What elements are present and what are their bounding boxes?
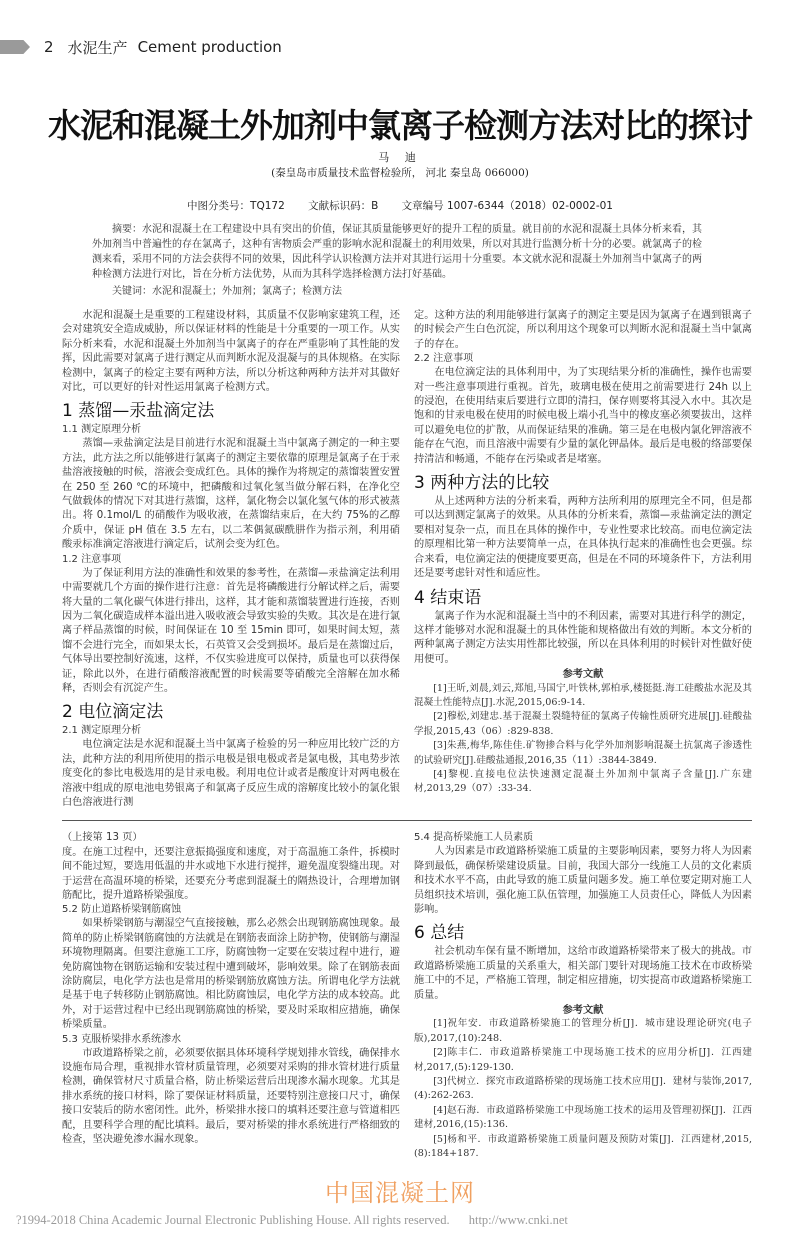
paragraph: 从上述两种方法的分析来看，两种方法所利用的原理完全不同，但是都可以达到测定氯离子的效果。从具体的分析来看，蒸馏—汞盐滴定法的测定要相对复杂一点，而且在具体的操作中，专业性要求比较高。而电位滴定法的原理相比第一种方法要简单一点，在具体执行起来的准确性也会更强。综合来看，电位滴定法的便捷度要更高，但是在不同的环境条件下，方法利用还是要考虑针对性和适应性。 bbox=[414, 496, 752, 580]
article-divider bbox=[62, 820, 752, 821]
subsection-heading: 5.2 防止道路桥梁钢筋腐蚀 bbox=[62, 904, 182, 916]
header-tab-marker bbox=[0, 40, 30, 54]
cnki-link[interactable]: http://www.cnki.net bbox=[468, 1212, 568, 1227]
section-heading: 2 电位滴定法 bbox=[62, 702, 164, 723]
document-code: 文献标识码：B bbox=[308, 200, 379, 212]
reference-item: [2]穆松,刘建忠.基于混凝土裂缝特征的氯离子传输性质研究进展[J].硅酸盐学报,2015,43（06）:829-838. bbox=[414, 711, 752, 737]
abstract: 摘要：水泥和混凝土在工程建设中具有突出的价值，保证其质量能够更好的提升工程的质量。就目前的水泥和混凝土具体分析来看，其外加剂当中普遍性的存在氯离子，这种有害物质会严重的影响水泥和混凝土的利用效果，所以对其进行监测分析十分的必要。就氯离子的检测来看，采用不同的方法会获得不同的效果，因此科学认识检测方法并对其进行运用十分重要。本文就水泥和混凝土外加剂当中氯离子的两种检测方法进行对比，旨在分析方法优势，从而为其科学选择检测方法打好基础。 bbox=[92, 224, 702, 280]
watermark-logo: 中国混凝土网 bbox=[325, 1178, 475, 1207]
section-heading: 3 两种方法的比较 bbox=[414, 473, 550, 494]
page-number: 2 bbox=[44, 38, 54, 56]
reference-item: [3]朱燕,梅华,陈佳佳.矿物掺合料与化学外加剂影响混凝土抗氯离子渗透性的试验研究[J].硅酸盐通报,2016,35（11）:3844-3849. bbox=[414, 740, 752, 766]
article-number: 文章编号 1007-6344（2018）02-0002-01 bbox=[401, 200, 613, 212]
journal-name-en: Cement production bbox=[137, 38, 282, 56]
reference-item: [1]祝年安．市政道路桥梁施工的管理分析[J]．城市建设理论研究(电子版),2017,(10):248. bbox=[414, 1018, 752, 1044]
reference-item: [5]杨和平．市政道路桥梁施工质量问题及预防对策[J]．江西建材,2015,(8):184+187. bbox=[414, 1133, 752, 1160]
reference-item: [4]黎枧.直接电位法快速测定混凝土外加剂中氯离子含量[J].广东建材,2013,29（07）:33-34. bbox=[414, 768, 752, 795]
journal-name-cn: 水泥生产 bbox=[67, 38, 128, 57]
references-heading: 参考文献 bbox=[562, 668, 604, 681]
article-title: 水泥和混凝土外加剂中氯离子检测方法对比的探讨 bbox=[48, 106, 752, 145]
affiliation: (秦皇岛市质量技术监督检验所， 河北 秦皇岛 066000) bbox=[271, 167, 529, 179]
paragraph: 度。在施工过程中，还要注意振捣强度和速度，对于高温施工条件，拆模时间不能过短，要选用低温的井水或地下水进行搅拌，避免温度裂缝出现。对于运营在高温环境的桥梁，还要充分考虑到混凝土的隔热设计，合理增加钢筋配比，提升道路桥梁强度。 bbox=[62, 846, 400, 901]
section-heading: 6 总结 bbox=[414, 923, 465, 944]
footer bbox=[16, 1212, 800, 1228]
paragraph: 为了保证利用方法的准确性和效果的参考性，在蒸馏—汞盐滴定法利用中需要就几个方面的操作进行注意：首先是将磷酸进行分解试样之后，需要将大量的二氧化碳气体进行排出，这样，其才能和蒸馏装置进行连接，否则因为二氧化碳造成样本溢出进入吸收液会导致实验的失败。其次是在进行氯离子样品蒸馏的时候，时间保证在 10 至 15min 即可，如果时间太短，蒸馏不会进行完全，而如果太长，石英管又会受到损坏。最后是在蒸馏过后，气体导出要控制好流速，这样，不仅实验进度可以保持，质量也可以获得保证，除此以外，在进行硝酸溶液配置的时候需要等硝酸完全溶解在加水稀释，否则会有沉淀产生。 bbox=[62, 567, 400, 694]
paragraph: 水泥和混凝土是重要的工程建设材料，其质量不仅影响家建筑工程，还会对建筑安全造成威胁，所以保证材料的性能是十分重要的一项工作。从实际分析来看，水泥和混凝土外加剂当中氯离子的存在严重影响了其性能的发挥，因此需要对氯离子进行测定从而判断水泥及混凝与的具体规格。在实际检测中，氯离子的检定主要有两种方法，所以分析这种两种方法并对其做好对比，可以更好的针对性运用氯离子检测方式。 bbox=[62, 310, 400, 394]
paragraph: 在电位滴定法的具体利用中，为了实现结果分析的准确性，操作也需要对一些注意事项进行重视。首先，玻璃电极在使用之前需要进行 24h 以上的浸泡，在使用结束后要进行立即的清扫，保存则要将其浸入水中。其次是饱和的甘汞电极在使用的时候电极上端小孔当中的橡皮塞必须要拔出，这样可以避免电位的扩散，从而保证结果的准确。第三是在电极内氯化钾溶液不能存在气泡，而且溶液中需要有少量的氯化钾晶体。最后是电极的络部要保持清洁和畅通，不能存在污染或者是堵塞。 bbox=[414, 367, 752, 465]
keywords: 关键词：水泥和混凝土；外加剂；氯离子；检测方法 bbox=[112, 286, 342, 297]
reference-item: [3]代树立．探究市政道路桥梁的现场施工技术应用[J]．建材与装饰,2017,(4):262-263. bbox=[414, 1076, 752, 1102]
clc-number: 中图分类号：TQ172 bbox=[187, 200, 285, 212]
references-heading: 参考文献 bbox=[562, 1004, 604, 1017]
subsection-heading: 1.1 测定原理分析 bbox=[62, 424, 142, 436]
subsection-heading: 1.2 注意事项 bbox=[62, 553, 122, 565]
subsection-heading: 2.2 注意事项 bbox=[414, 353, 474, 365]
subsection-heading: 5.4 提高桥梁施工人员素质 bbox=[414, 832, 534, 844]
left-column bbox=[62, 309, 400, 810]
continued-left-column bbox=[62, 831, 400, 1147]
article-body bbox=[62, 309, 752, 810]
paragraph: 如果桥梁钢筋与潮湿空气直接接触，那么必然会出现钢筋腐蚀现象。最简单的防止桥梁钢筋腐蚀的方法就是在钢筋表面涂上防护物，使钢筋与潮湿环境物理隔离。但要注意施工工序，防腐蚀物一定要在安装过程中进行，避免防腐蚀物在钢筋运输和安装过程中遭到破坏，影响效果。除了在钢筋表面涂防腐层，电化学方法也是常用的桥梁钢筋放腐蚀方法。所谓电化学方法就是基于电子转移防止钢筋腐蚀。相比防腐蚀层，电化学方法的成本较高。此外，对于运营过程中已经出现钢筋腐蚀的桥梁，要及时采取相应措施，确保桥梁质量。 bbox=[62, 918, 400, 1031]
running-header bbox=[0, 36, 800, 58]
paragraph: 社会机动车保有量不断增加，这给市政道路桥梁带来了极大的挑战。市政道路桥梁施工质量的关系重大，相关部门要针对现场施工技术在市政桥梁施工中的不足，严格施工管理，制定相应措施，切实提高市政道路桥梁施工质量。 bbox=[414, 946, 752, 1001]
paragraph: （上接第 13 页） bbox=[62, 832, 143, 844]
continued-right-column bbox=[414, 831, 752, 1161]
section-heading: 1 蒸馏—汞盐滴定法 bbox=[62, 401, 215, 422]
reference-item: [1]王昕,刘晨,刘云,郑旭,马国宁,叶铁林,郭柏承,楼挺挺.海工硅酸盐水泥及其混凝土性能特点[J].水泥,2015,06:9-14. bbox=[414, 682, 752, 708]
classification-line bbox=[0, 199, 800, 214]
paragraph: 电位滴定法是水泥和混凝土当中氯离子检验的另一种应用比较广泛的方法，此种方法的利用所使用的指示电极是银电极或者是氯电极，其电势步浓度变化的参比电极选用的是甘汞电极。利用电位计或者是酸度计对两电极在溶液中组成的原电池电势银离子和氯离子反应生成的溶解度比较小的氯化银白色溶液进行测 bbox=[62, 739, 400, 808]
paragraph: 定。这种方法的利用能够进行氯离子的测定主要是因为氯离子在遇到银离子的时候会产生白色沉淀，所以利用这个现象可以判断水泥和混凝土当中氯离子的存在。 bbox=[414, 310, 752, 350]
section-heading: 4 结束语 bbox=[414, 587, 482, 608]
continued-article-body bbox=[62, 831, 752, 1161]
subsection-heading: 2.1 测定原理分析 bbox=[62, 725, 142, 737]
reference-item: [2]陈丰仁．市政道路桥梁施工中现场施工技术的应用分析[J]．江西建材,2017,(5):129-130. bbox=[414, 1047, 752, 1073]
paragraph: 人为因素是市政道路桥梁施工质量的主要影响因素，要努力将人为因素降到最低，确保桥梁建设质量。目前，我国大部分一线施工人员的文化素质和技术水平不高，由此导致的施工质量问题多发。施工单位要定期对施工人员组织技术培训，强化施工队伍管理，加强施工人员责任心，降低人为因素影响。 bbox=[414, 846, 752, 915]
reference-item: [4]赵石海．市政道路桥梁施工中现场施工技术的运用及管理初探[J]．江西建材,2016,(15):136. bbox=[414, 1104, 752, 1131]
paragraph: 氯离子作为水泥和混凝土当中的不利因素，需要对其进行科学的测定，这样才能够对水泥和混凝土的具体性能和规格做出有效的判断。本文分析的两种氯离子测定方法实用性都比较强，所以在具体利用的时候针对性做好使用便可。 bbox=[414, 610, 752, 665]
paragraph: 蒸馏—汞盐滴定法是目前进行水泥和混凝土当中氯离子测定的一种主要方法，此方法之所以能够进行氯离子的测定主要依靠的原理是氯离子在于汞盐溶液接触的时候，溶液会变成红色。具体的操作为将规定的蒸馏装置安置在 250 至 260 ℃的环境中，把磷酸和过氧化氢当做分解石料，在净化空气做载体的情况下对其进行蒸馏，这样，氯化物会以氯化氢气体的形式被蒸出。将 0.1mol/L 的硝酸作为吸收液，在蒸馏结束后，在大约 75%的乙醇介质中，保证 pH 值在 3.5 左右，以二苯偶氮碳酰肼作为指示剂，利用硝酸汞标准滴定溶液进行滴定后，试剂会变为红色。 bbox=[62, 438, 400, 551]
author: 马 迪 bbox=[378, 151, 422, 164]
copyright: ?1994-2018 China Academic Journal Electronic Publishing House. All rights reserved. bbox=[16, 1212, 450, 1227]
right-column bbox=[414, 309, 752, 797]
subsection-heading: 5.3 克服桥梁排水系统渗水 bbox=[62, 1033, 182, 1045]
paragraph: 市政道路桥梁之前，必须要依据具体环境科学规划排水管线，确保排水设施布局合理，重视排水管材质量管理，必须要对采购的排水管材进行质量检测，确保管材尺寸质量合格，防止桥梁运营后出现渗水漏水现象。尤其是排水系统的接口材料，除了要保证材料质量，还要特别注意接口尺寸，确保接口安装后的防水密闭性。此外，桥梁排水接口的填料还要注意与管道相匹配，且要科学合理的配比填料。最后，要对桥梁的排水系统进行严格细致的检查，坚决避免渗水漏水现象。 bbox=[62, 1047, 400, 1146]
